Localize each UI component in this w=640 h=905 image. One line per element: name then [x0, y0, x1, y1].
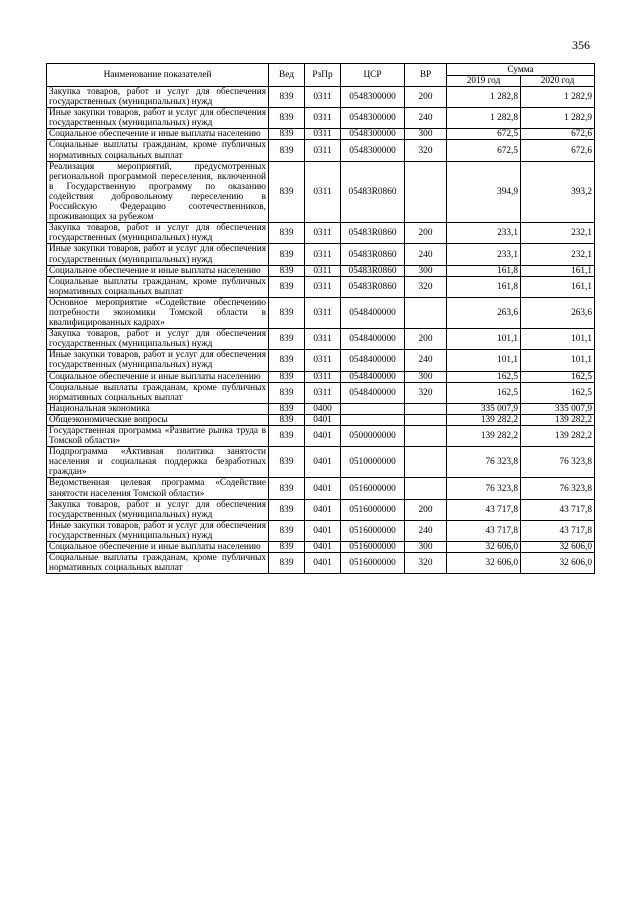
row-sum-2019: 32 606,0 [447, 553, 521, 574]
row-sum-2020: 335 007,9 [521, 403, 595, 414]
row-sum-2020: 672,6 [521, 140, 595, 161]
table-row [47, 265, 595, 276]
row-rzpr: 0401 [305, 542, 341, 553]
row-sum-2020: 32 606,0 [521, 553, 595, 574]
row-rzpr: 0311 [305, 350, 341, 371]
row-csr: 05483R0860 [341, 244, 405, 265]
row-sum-2020: 101,1 [521, 329, 595, 350]
row-ved: 839 [269, 403, 305, 414]
row-sum-2020: 672,6 [521, 129, 595, 140]
row-ved: 839 [269, 553, 305, 574]
row-ved: 839 [269, 87, 305, 108]
row-ved: 839 [269, 382, 305, 403]
table-row [47, 371, 595, 382]
row-csr: 05483R0860 [341, 223, 405, 244]
row-vr [405, 426, 447, 447]
row-rzpr: 0311 [305, 87, 341, 108]
row-sum-2019: 43 717,8 [447, 520, 521, 541]
row-csr: 0548300000 [341, 108, 405, 129]
row-vr: 300 [405, 371, 447, 382]
row-csr: 0548400000 [341, 329, 405, 350]
row-sum-2020: 162,5 [521, 382, 595, 403]
table-row [47, 542, 595, 553]
row-rzpr: 0311 [305, 276, 341, 297]
row-vr: 240 [405, 520, 447, 541]
row-sum-2020: 43 717,8 [521, 499, 595, 520]
budget-table [46, 63, 595, 574]
row-name: Социальные выплаты гражданам, кроме публичных нормативных социальных выплат [47, 140, 269, 161]
row-sum-2019: 161,8 [447, 276, 521, 297]
row-sum-2020: 161,1 [521, 276, 595, 297]
row-vr: 200 [405, 87, 447, 108]
row-vr: 200 [405, 223, 447, 244]
row-ved: 839 [269, 542, 305, 553]
table-body [47, 87, 595, 574]
row-name: Реализация мероприятий, предусмотренных региональной программой переселения, включенной в Государственную программу по оказанию содействия добровольному переселению в Российскую Федерацию соотечественников, проживающих за рубежом [47, 161, 269, 223]
row-vr: 240 [405, 350, 447, 371]
row-csr: 0516000000 [341, 478, 405, 499]
row-rzpr: 0401 [305, 520, 341, 541]
header-name: Наименование показателей [47, 64, 269, 87]
header-rzpr: РзПр [305, 64, 341, 87]
row-rzpr: 0311 [305, 297, 341, 328]
row-csr: 0510000000 [341, 447, 405, 478]
row-vr [405, 161, 447, 223]
row-rzpr: 0311 [305, 223, 341, 244]
row-ved: 839 [269, 426, 305, 447]
row-ved: 839 [269, 499, 305, 520]
row-csr: 0500000000 [341, 426, 405, 447]
row-sum-2019: 139 282,2 [447, 426, 521, 447]
row-csr: 0548400000 [341, 382, 405, 403]
row-csr: 0516000000 [341, 520, 405, 541]
row-csr: 0516000000 [341, 499, 405, 520]
row-vr: 300 [405, 129, 447, 140]
row-csr: 0548300000 [341, 129, 405, 140]
row-rzpr: 0401 [305, 478, 341, 499]
row-ved: 839 [269, 414, 305, 425]
row-rzpr: 0400 [305, 403, 341, 414]
row-sum-2020: 32 606,0 [521, 542, 595, 553]
row-rzpr: 0311 [305, 244, 341, 265]
row-ved: 839 [269, 265, 305, 276]
row-name: Социальное обеспечение и иные выплаты населению [47, 371, 269, 382]
table-row [47, 553, 595, 574]
row-name: Социальные выплаты гражданам, кроме публичных нормативных социальных выплат [47, 553, 269, 574]
table-row [47, 403, 595, 414]
row-ved: 839 [269, 140, 305, 161]
row-csr: 0516000000 [341, 542, 405, 553]
row-sum-2019: 162,5 [447, 371, 521, 382]
row-sum-2020: 232,1 [521, 244, 595, 265]
table-row [47, 108, 595, 129]
row-vr: 200 [405, 329, 447, 350]
table-header [47, 64, 595, 87]
row-name: Ведомственная целевая программа «Содействие занятости населения Томской области» [47, 478, 269, 499]
row-name: Иные закупки товаров, работ и услуг для обеспечения государственных (муниципальных) нужд [47, 244, 269, 265]
table-row [47, 382, 595, 403]
header-csr: ЦСР [341, 64, 405, 87]
row-rzpr: 0401 [305, 553, 341, 574]
row-ved: 839 [269, 520, 305, 541]
row-csr [341, 414, 405, 425]
row-name: Социальные выплаты гражданам, кроме публичных нормативных социальных выплат [47, 276, 269, 297]
row-name: Закупка товаров, работ и услуг для обеспечения государственных (муниципальных) нужд [47, 329, 269, 350]
row-sum-2020: 139 282,2 [521, 426, 595, 447]
row-vr: 320 [405, 140, 447, 161]
row-sum-2019: 32 606,0 [447, 542, 521, 553]
row-csr: 0548400000 [341, 297, 405, 328]
row-rzpr: 0401 [305, 499, 341, 520]
row-name: Государственная программа «Развитие рынка труда в Томской области» [47, 426, 269, 447]
row-sum-2019: 101,1 [447, 350, 521, 371]
row-ved: 839 [269, 108, 305, 129]
table-row [47, 447, 595, 478]
row-sum-2020: 1 282,9 [521, 87, 595, 108]
table-row [47, 244, 595, 265]
header-year-2019: 2019 год [447, 76, 521, 87]
row-csr: 0548300000 [341, 87, 405, 108]
row-vr [405, 403, 447, 414]
row-sum-2019: 76 323,8 [447, 478, 521, 499]
row-rzpr: 0311 [305, 371, 341, 382]
row-csr: 0548400000 [341, 371, 405, 382]
row-sum-2019: 1 282,8 [447, 108, 521, 129]
row-name: Закупка товаров, работ и услуг для обеспечения государственных (муниципальных) нужд [47, 87, 269, 108]
row-ved: 839 [269, 244, 305, 265]
row-csr: 05483R0860 [341, 161, 405, 223]
row-ved: 839 [269, 223, 305, 244]
row-sum-2019: 672,5 [447, 129, 521, 140]
row-name: Иные закупки товаров, работ и услуг для обеспечения государственных (муниципальных) нужд [47, 350, 269, 371]
row-name: Национальная экономика [47, 403, 269, 414]
row-sum-2019: 139 282,2 [447, 414, 521, 425]
row-rzpr: 0311 [305, 129, 341, 140]
row-csr: 05483R0860 [341, 276, 405, 297]
row-name: Закупка товаров, работ и услуг для обеспечения государственных (муниципальных) нужд [47, 223, 269, 244]
row-csr: 05483R0860 [341, 265, 405, 276]
row-sum-2020: 101,1 [521, 350, 595, 371]
table-row [47, 297, 595, 328]
row-rzpr: 0311 [305, 108, 341, 129]
row-sum-2020: 161,1 [521, 265, 595, 276]
row-sum-2019: 394,9 [447, 161, 521, 223]
table-row [47, 129, 595, 140]
row-sum-2020: 263,6 [521, 297, 595, 328]
row-vr [405, 478, 447, 499]
table-row [47, 478, 595, 499]
row-name: Общеэкономические вопросы [47, 414, 269, 425]
row-rzpr: 0311 [305, 161, 341, 223]
row-ved: 839 [269, 161, 305, 223]
row-name: Социальные выплаты гражданам, кроме публичных нормативных социальных выплат [47, 382, 269, 403]
table-row [47, 276, 595, 297]
row-sum-2019: 672,5 [447, 140, 521, 161]
row-sum-2020: 162,5 [521, 371, 595, 382]
row-sum-2019: 101,1 [447, 329, 521, 350]
row-name: Социальное обеспечение и иные выплаты населению [47, 129, 269, 140]
row-csr [341, 403, 405, 414]
table-row [47, 426, 595, 447]
row-sum-2019: 76 323,8 [447, 447, 521, 478]
row-sum-2019: 335 007,9 [447, 403, 521, 414]
row-name: Иные закупки товаров, работ и услуг для обеспечения государственных (муниципальных) нужд [47, 108, 269, 129]
row-ved: 839 [269, 129, 305, 140]
row-ved: 839 [269, 350, 305, 371]
row-sum-2019: 43 717,8 [447, 499, 521, 520]
table-row [47, 350, 595, 371]
row-sum-2020: 76 323,8 [521, 478, 595, 499]
row-sum-2020: 1 282,9 [521, 108, 595, 129]
row-vr: 320 [405, 382, 447, 403]
row-name: Основное мероприятие «Содействие обеспечению потребности экономики Томской области в квалифицированных кадрах» [47, 297, 269, 328]
table-row [47, 414, 595, 425]
row-vr: 300 [405, 542, 447, 553]
row-ved: 839 [269, 329, 305, 350]
row-sum-2019: 162,5 [447, 382, 521, 403]
header-year-2020: 2020 год [521, 76, 595, 87]
row-sum-2020: 232,1 [521, 223, 595, 244]
row-vr [405, 447, 447, 478]
row-vr: 300 [405, 265, 447, 276]
table-row [47, 161, 595, 223]
header-vr: ВР [405, 64, 447, 87]
table-row [47, 499, 595, 520]
row-rzpr: 0311 [305, 329, 341, 350]
row-rzpr: 0311 [305, 140, 341, 161]
table-row [47, 140, 595, 161]
row-vr: 200 [405, 499, 447, 520]
row-ved: 839 [269, 276, 305, 297]
row-name: Закупка товаров, работ и услуг для обеспечения государственных (муниципальных) нужд [47, 499, 269, 520]
row-ved: 839 [269, 371, 305, 382]
row-vr: 320 [405, 553, 447, 574]
row-rzpr: 0401 [305, 414, 341, 425]
row-name: Социальное обеспечение и иные выплаты населению [47, 542, 269, 553]
row-sum-2019: 233,1 [447, 244, 521, 265]
row-sum-2020: 43 717,8 [521, 520, 595, 541]
table-row [47, 223, 595, 244]
row-rzpr: 0311 [305, 265, 341, 276]
row-vr [405, 414, 447, 425]
row-name: Социальное обеспечение и иные выплаты населению [47, 265, 269, 276]
table-row [47, 329, 595, 350]
row-sum-2019: 161,8 [447, 265, 521, 276]
row-sum-2020: 139 282,2 [521, 414, 595, 425]
row-vr [405, 297, 447, 328]
row-name: Подпрограмма «Активная политика занятости населения и социальная поддержка безработных граждан» [47, 447, 269, 478]
row-ved: 839 [269, 478, 305, 499]
row-csr: 0548300000 [341, 140, 405, 161]
row-rzpr: 0311 [305, 382, 341, 403]
header-sum: Сумма [447, 64, 595, 76]
row-ved: 839 [269, 297, 305, 328]
row-name: Иные закупки товаров, работ и услуг для обеспечения государственных (муниципальных) нужд [47, 520, 269, 541]
row-sum-2019: 263,6 [447, 297, 521, 328]
row-ved: 839 [269, 447, 305, 478]
row-sum-2019: 233,1 [447, 223, 521, 244]
row-csr: 0516000000 [341, 553, 405, 574]
page-number: 356 [572, 38, 590, 52]
table-row [47, 87, 595, 108]
row-sum-2019: 1 282,8 [447, 87, 521, 108]
row-sum-2020: 393,2 [521, 161, 595, 223]
row-rzpr: 0401 [305, 447, 341, 478]
row-vr: 320 [405, 276, 447, 297]
row-vr: 240 [405, 108, 447, 129]
header-ved: Вед [269, 64, 305, 87]
row-sum-2020: 76 323,8 [521, 447, 595, 478]
table-row [47, 520, 595, 541]
row-vr: 240 [405, 244, 447, 265]
row-rzpr: 0401 [305, 426, 341, 447]
row-csr: 0548400000 [341, 350, 405, 371]
